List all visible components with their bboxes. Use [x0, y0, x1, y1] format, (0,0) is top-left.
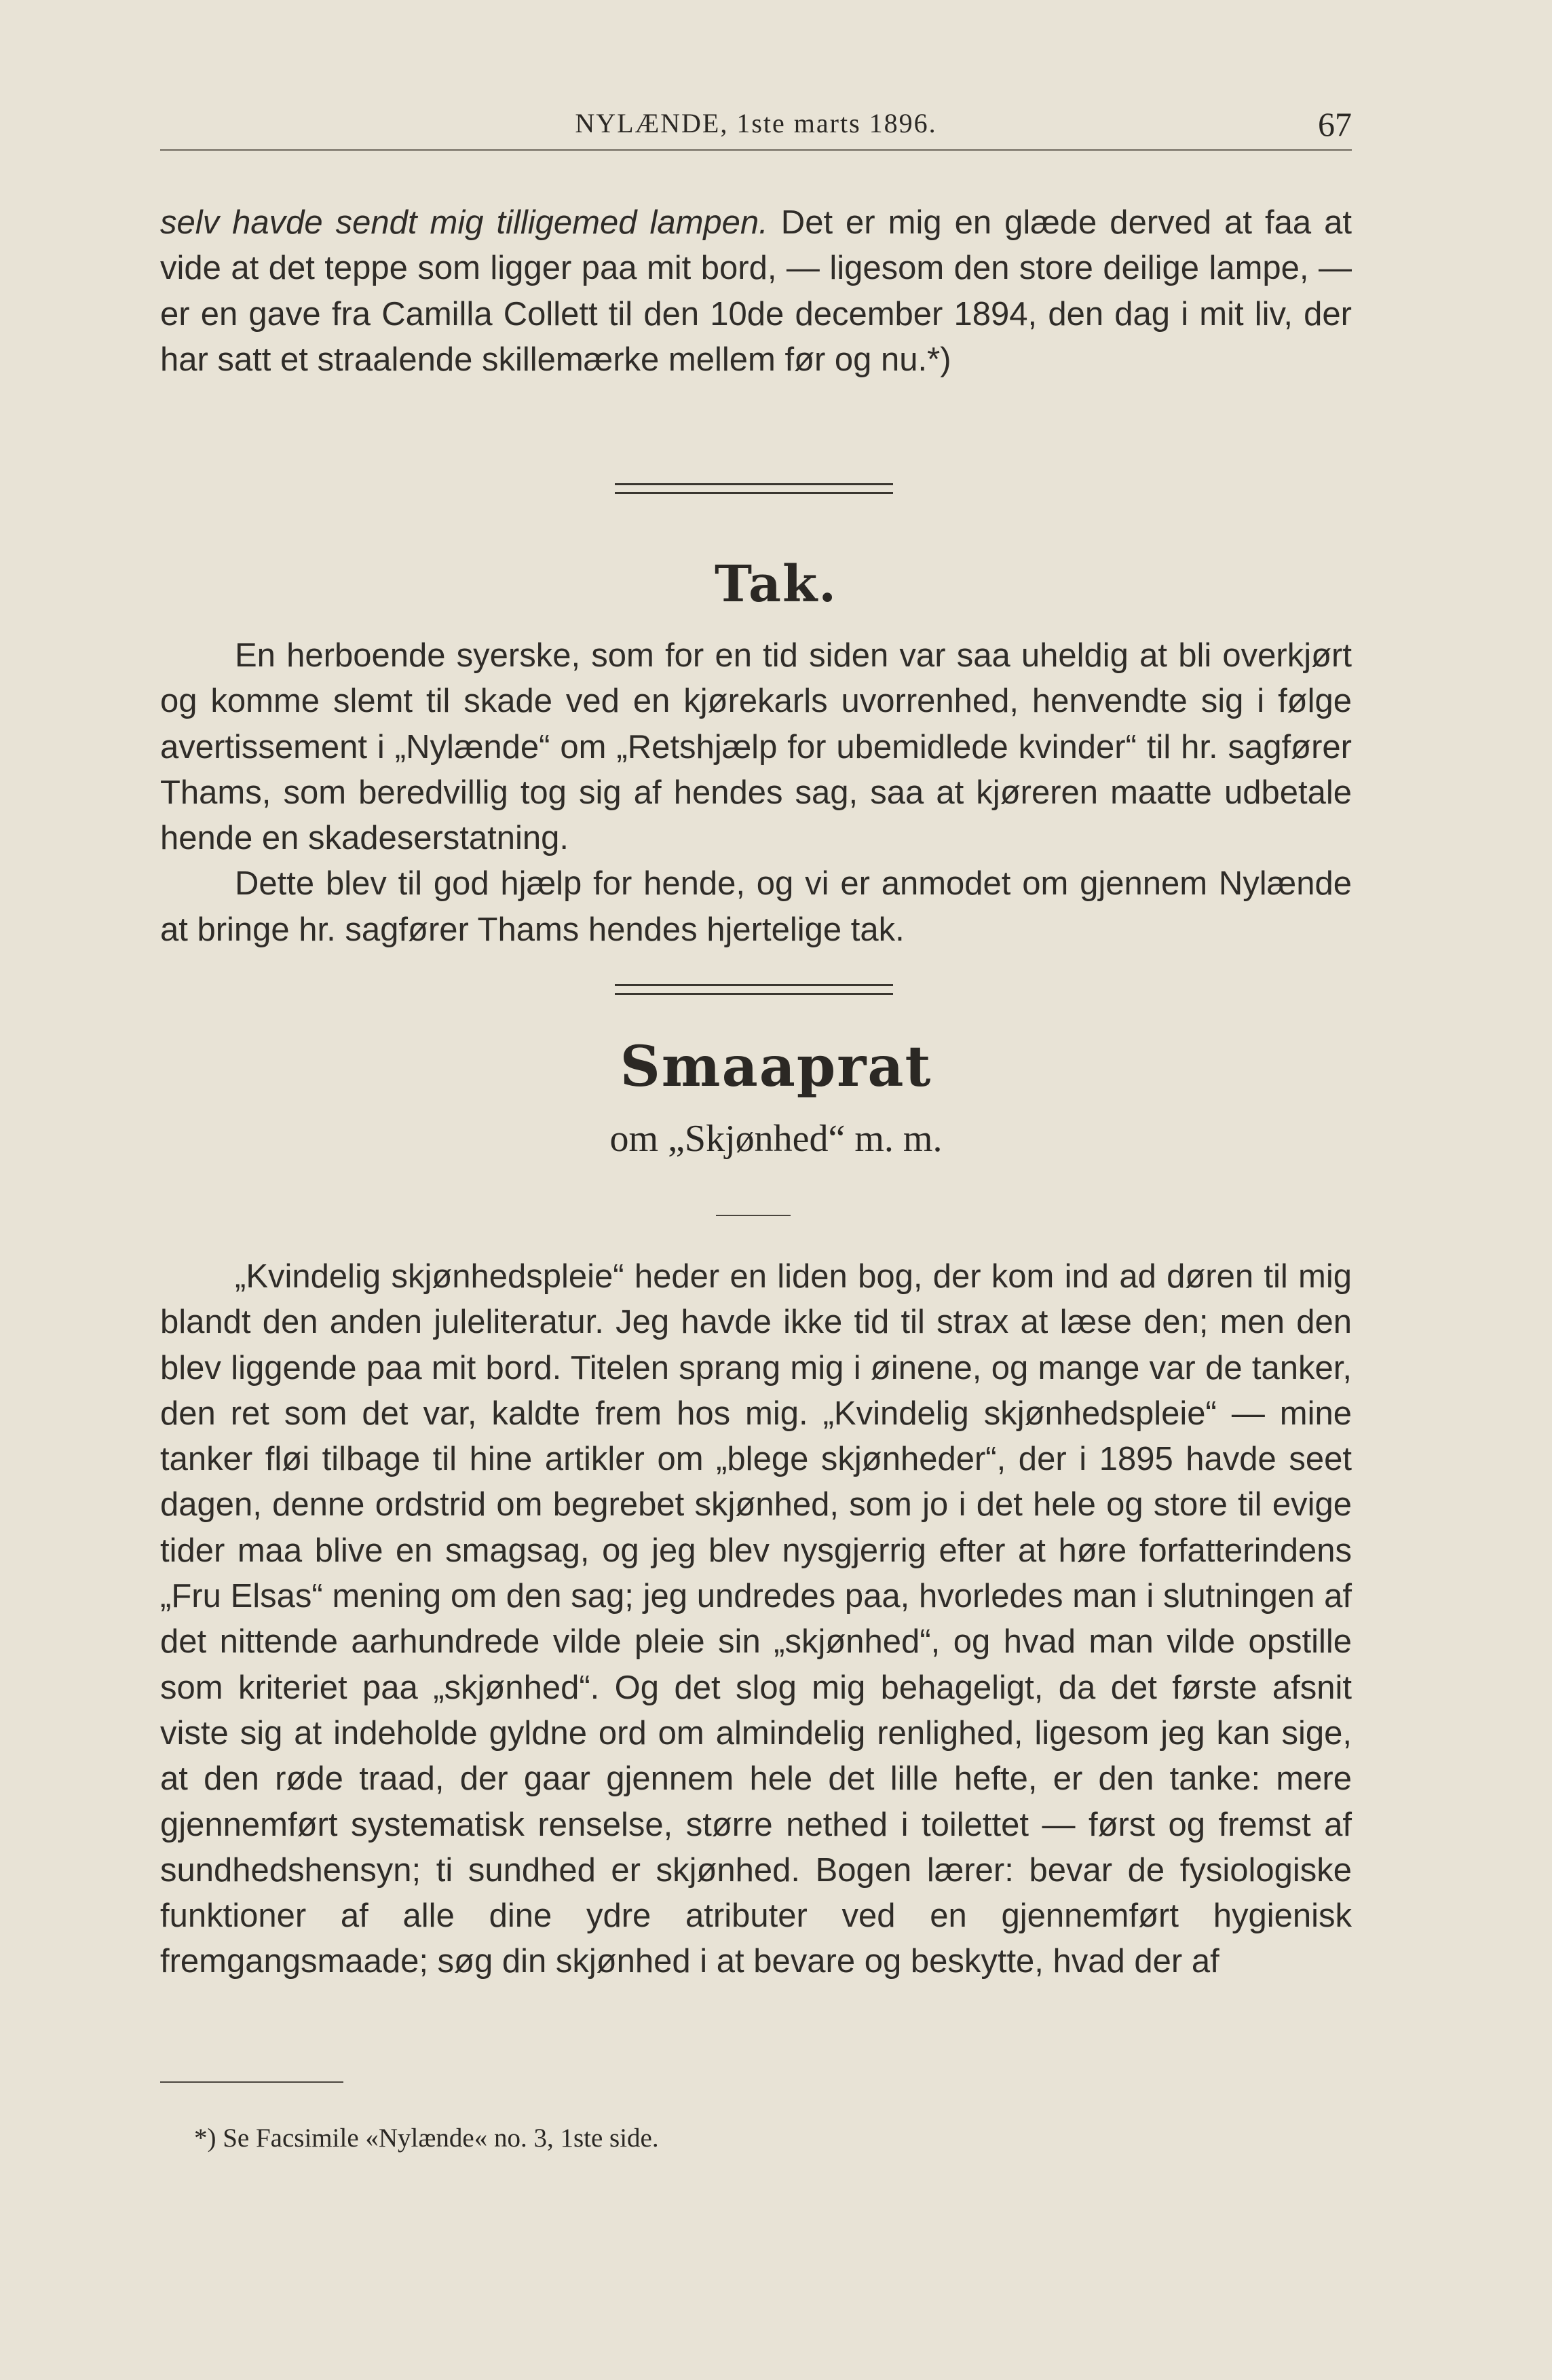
- tak-paragraph-2: Dette blev til god hjælp for hende, og vi er anmodet om gjennem Nylænde at bringe hr. sagfører Thams hendes hjertelige tak.: [160, 865, 1352, 948]
- intro-text: Det er mig en glæde derved at faa at vide at det teppe som ligger paa mit bord, — ligesom den store deilige lampe, — er en gave fra Camilla Collett til den 10de december 1894, den dag i mit liv, der har satt et straalende skillemærke mellem før og nu.*): [160, 204, 1352, 378]
- tak-paragraph-1: En herboende syerske, som for en tid siden var saa uheldig at bli overkjørt og komme slemt til skade ved en kjørekarls uvorrenhed, henvendte sig i følge avertissement i „Nylænde“ om „Retshjælp for ubemidlede kvinder“ til hr. sagfører Thams, som beredvillig tog sig af hendes sag, saa at kjøreren maatte udbetale hende en skadeserstatning.: [160, 637, 1352, 857]
- tak-heading: Tak.: [715, 555, 837, 613]
- subheading-rule: [716, 1215, 791, 1216]
- tak-section: [160, 633, 1352, 953]
- intro-section: [160, 200, 1352, 383]
- section-divider: [615, 483, 893, 494]
- running-title: NYLÆNDE, 1ste marts 1896.: [575, 108, 937, 138]
- running-header: [160, 102, 1352, 151]
- intro-italic-lead: selv havde sendt mig tilligemed lampen.: [160, 204, 768, 241]
- intro-paragraph: [160, 200, 1352, 383]
- footnote-rule: [160, 2081, 343, 2083]
- smaaprat-heading: Smaaprat: [620, 1034, 932, 1099]
- smaaprat-paragraph: „Kvindelig skjønhedspleie“ heder en liden bog, der kom ind ad døren til mig blandt den anden juleliteratur. Jeg havde ikke tid til strax at læse den; men den blev liggende paa mit bord. Titelen sprang mig i øinene, og mange var de tanker, den ret som det var, kaldte frem hos mig. „Kvindelig skjønhedspleie“ — mine tanker fløi tilbage til hine artikler om „blege skjønheder“, der i 1895 havde seet dagen, denne ordstrid om begrebet skjønhed, som jo i det hele og store til evige tider maa blive en smagsag, og jeg blev nysgjerrig efter at høre forfatterindens „Fru Elsas“ mening om den sag; jeg undredes paa, hvorledes man i slutningen af det nittende aarhundrede vilde pleie sin „skjønhed“, og hvad man vilde opstille som kriteriet paa „skjønhed“. Og det slog mig behageligt, da det første afsnit viste sig at indeholde gyldne ord om almindelig renlighed, ligesom jeg kan sige, at den røde traad, der gaar gjennem hele det lille hefte, er den tanke: mere gjennemført systematisk renselse, større nethed i toilettet — først og fremst af sundhedshensyn; ti sundhed er skjønhed. Bogen lærer: bevar de fysiologiske funktioner af alle dine ydre atributer ved en gjennemført hygienisk fremgangsmaade; søg din skjønhed i at bevare og beskytte, hvad der af: [160, 1258, 1352, 1980]
- page-number: 67: [1318, 105, 1352, 143]
- footnote: *) Se Facsimile «Nylænde« no. 3, 1ste side.: [194, 2123, 659, 2153]
- section-divider: [615, 984, 893, 995]
- smaaprat-section: [160, 1254, 1352, 1985]
- smaaprat-subheading: om „Skjønhed“ m. m.: [609, 1118, 943, 1160]
